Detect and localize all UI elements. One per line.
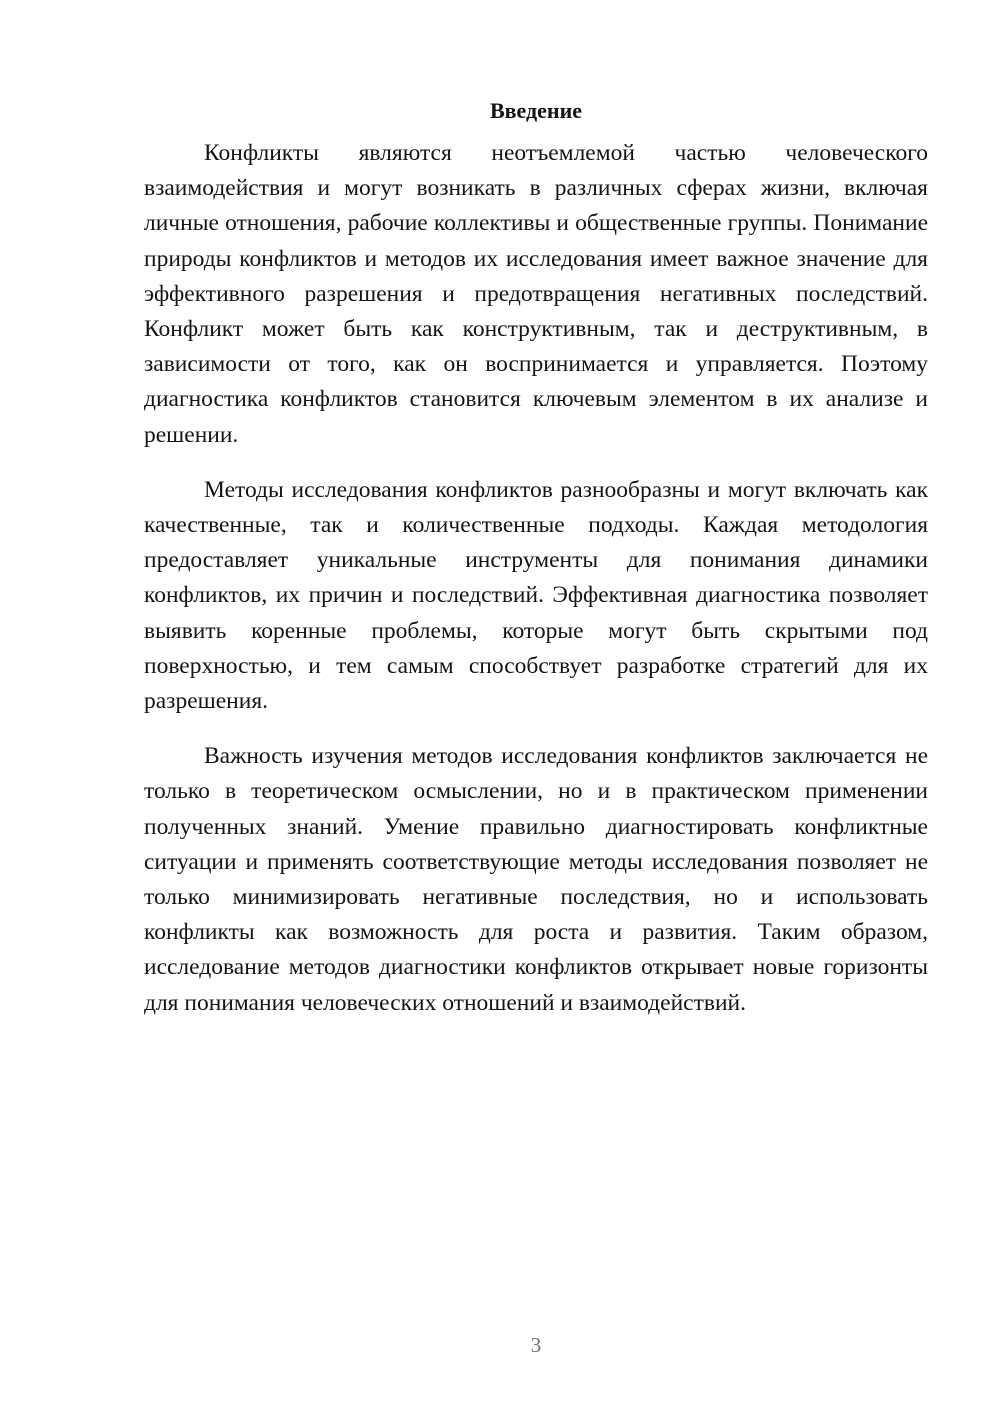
- page-content: [144, 96, 928, 1041]
- section-heading: Введение: [489, 98, 583, 123]
- paragraph-1: Конфликты являются неотъемлемой частью человеческого взаимодействия и могут возникать в различных сферах жизни, включая личные отношения, рабочие коллективы и общественные группы. Понимание природы конфликтов и методов их исследования имеет важное значение для эффективного разрешения и предотвращения негативных последствий. Конфликт может быть как конструктивным, так и деструктивным, в зависимости от того, как он воспринимается и управляется. Поэтому диагностика конфликтов становится ключевым элементом в их анализе и решении.: [144, 140, 928, 448]
- paragraph-2: Методы исследования конфликтов разнообразны и могут включать как качественные, так и количественные подходы. Каждая методология предоставляет уникальные инструменты для понимания динамики конфликтов, их причин и последствий. Эффективная диагностика позволяет выявить коренные проблемы, которые могут быть скрытыми под поверхностью, и тем самым способствует разработке стратегий для их разрешения.: [144, 476, 928, 715]
- paragraph-3: Важность изучения методов исследования конфликтов заключается не только в теоретическом осмыслении, но и в практическом применении полученных знаний. Умение правильно диагностировать конфликтные ситуации и применять соответствующие методы исследования позволяет не только минимизировать негативные последствия, но и использовать конфликты как возможность для роста и развития. Таким образом, исследование методов диагностики конфликтов открывает новые горизонты для понимания человеческих отношений и взаимодействий.: [144, 743, 928, 1016]
- page-number: 3: [530, 1333, 542, 1357]
